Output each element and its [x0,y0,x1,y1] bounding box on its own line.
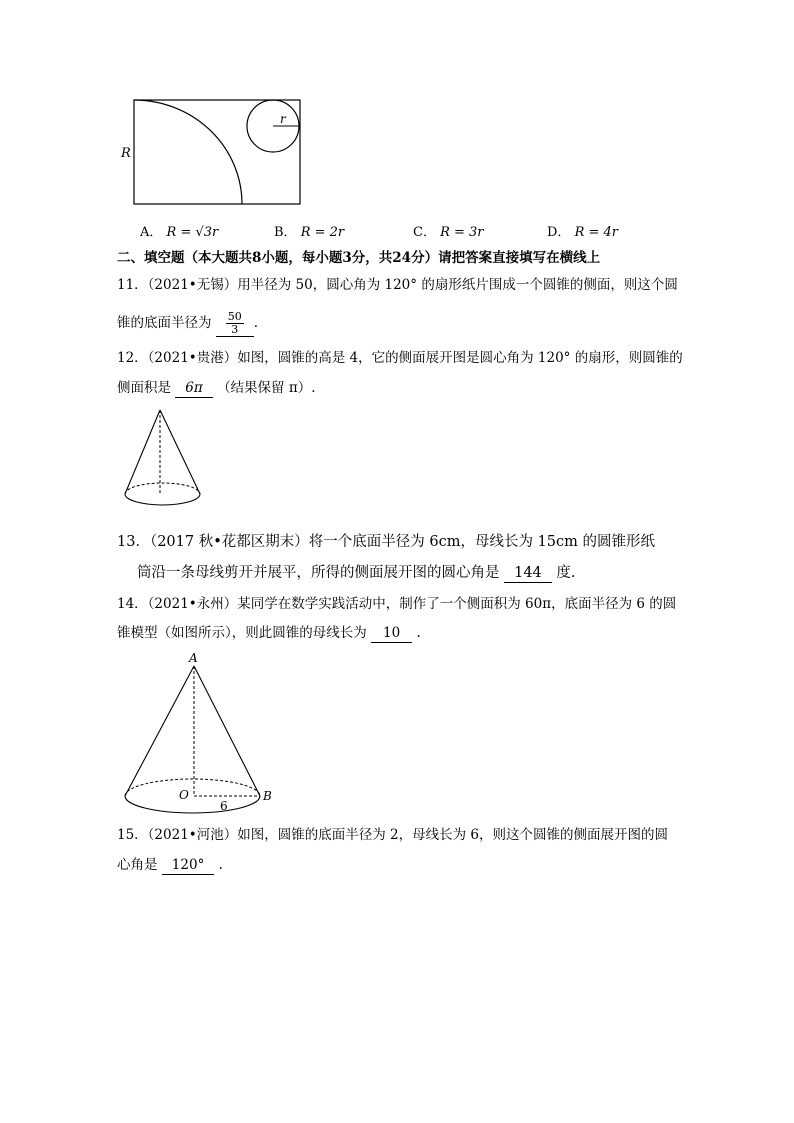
q13-answer-blank: 144 [504,564,552,583]
figure-cone-labeled [118,650,288,815]
label-R: R [121,146,131,161]
cone-base-back [125,483,200,494]
figure-rectangle-quarter-circle [118,95,308,210]
label-B: B [263,789,272,803]
cone-left-edge [125,666,194,796]
section-heading: 二、填空题（本大题共8小题，每小题3分，共24分）请把答案直接填写在横线上 [117,250,601,266]
cone-base-front [125,796,260,813]
q15-prefix: 心角是 [117,857,158,873]
q14-line2 [117,623,421,643]
option-b-expr: R = 2r [300,225,345,240]
q12-suffix: （结果保留 π）. [217,380,316,396]
q11-answer-denominator: 3 [231,323,239,336]
q12-prefix: 侧面积是 [117,380,171,396]
q13-suffix: 度. [556,565,576,581]
q15-line1: 15．（2021•河池）如图，圆锥的底面半径为 2，母线长为 6，则这个圆锥的侧面展开图的圆 [117,827,669,843]
option-b-letter: B． [274,225,297,240]
label-r: r [280,112,286,126]
option-c-letter: C． [413,225,436,240]
q11-prefix: 锥的底面半径为 [117,315,212,331]
q11-suffix: . [253,315,259,331]
option-a[interactable] [140,221,218,240]
option-d-letter: D． [547,225,571,240]
label-O: O [179,788,189,802]
q12-line1: 12．（2021•贵港）如图，圆锥的高是 4，它的侧面展开图是圆心角为 120° 的扇形，则圆锥的 [117,350,683,366]
q11-line2 [117,309,258,337]
cone-left-edge [125,410,160,494]
q13-line2 [137,563,576,583]
q15-suffix: . [218,857,223,873]
q11-answer-fraction [226,311,244,336]
q13-prefix: 筒沿一条母线剪开并展平，所得的侧面展开图的圆心角是 [137,565,500,581]
q14-suffix: . [416,625,421,641]
cone-base-back [125,779,260,796]
q11-answer-blank [216,311,254,337]
cone-right-edge [160,410,200,494]
q12-line2 [117,378,316,398]
q15-answer-blank: 120° [162,856,215,875]
q13-line1: 13．（2017 秋•花都区期末）将一个底面半径为 6cm，母线长为 15cm 的圆锥形纸 [117,534,656,550]
figure-cone-small [120,405,206,515]
option-b[interactable] [274,221,344,240]
cone-base-front [125,494,200,505]
cone-right-edge [194,666,260,796]
option-c-expr: R = 3r [440,225,484,240]
option-c[interactable] [413,221,484,240]
q15-line2 [117,855,223,875]
q14-prefix: 锥模型（如图所示），则此圆锥的母线长为 [117,625,367,641]
label-A: A [189,651,198,665]
q11-answer-numerator: 50 [227,310,242,323]
option-d[interactable] [547,221,618,240]
option-a-expr: R = √3r [166,225,219,240]
option-d-expr: R = 4r [574,225,619,240]
q14-answer-blank: 10 [371,624,412,643]
label-six: 6 [220,799,228,813]
q14-line1: 14．（2021•永州）某同学在数学实践活动中，制作了一个侧面积为 60π，底面半径为 6 的圆 [117,596,677,612]
option-a-letter: A． [140,225,163,240]
q11-line1: 11．（2021•无锡）用半径为 50，圆心角为 120° 的扇形纸片围成一个圆锥的侧面，则这个圆 [117,277,678,293]
quarter-arc [134,100,242,204]
q12-answer-blank: 6π [175,379,212,398]
